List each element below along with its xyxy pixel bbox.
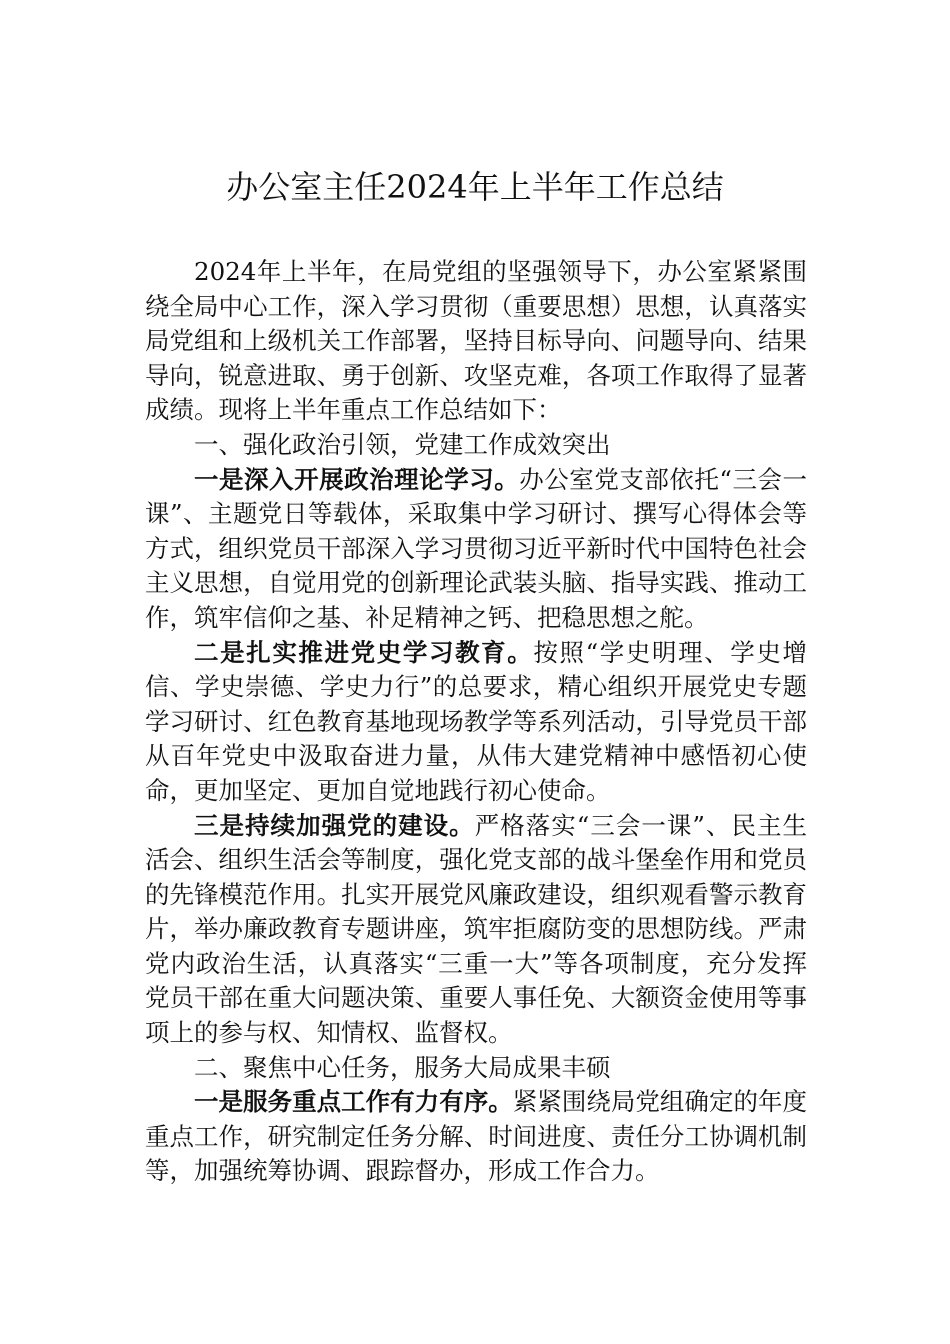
- section-heading: 一、强化政治引领，党建工作成效突出: [194, 429, 611, 459]
- section-paragraph: [145, 1085, 807, 1189]
- paragraph-lead: 三是持续加强党的建设。: [194, 810, 475, 840]
- document-body: [145, 255, 807, 1189]
- section-paragraph: [145, 809, 807, 1051]
- paragraph-lead: 二是扎实推进党史学习教育。: [194, 637, 534, 667]
- paragraph-text: 办公室党支部依托“三会一课”、主题党日等载体，采取集中学习研讨、撰写心得体会等方式，组织党员干部深入学习贯彻习近平新时代中国特色社会主义思想，自觉用党的创新理论武装头脑、指导实践、推动工作，筑牢信仰之基、补足精神之钙、把稳思想之舵。: [145, 464, 808, 632]
- paragraph-lead: 一是服务重点工作有力有序。: [194, 1087, 513, 1117]
- section-heading: 二、聚焦中心任务，服务大局成果丰硕: [194, 1052, 611, 1082]
- document-title: 办公室主任2024年上半年工作总结: [226, 168, 724, 206]
- intro-paragraph: 2024年上半年，在局党组的坚强领导下，办公室紧紧围绕全局中心工作，深入学习贯彻（重要思想）思想，认真落实局党组和上级机关工作部署，坚持目标导向、问题导向、结果导向，锐意进取、勇于创新、攻坚克难，各项工作取得了显著成绩。现将上半年重点工作总结如下：: [145, 257, 807, 425]
- section-paragraph: [145, 463, 807, 636]
- section-paragraph: [145, 636, 807, 809]
- paragraph-text: 按照“学史明理、学史增信、学史崇德、学史力行”的总要求，精心组织开展党史专题学习研讨、红色教育基地现场教学等系列活动，引导党员干部从百年党史中汲取奋进力量，从伟大建党精神中感悟初心使命，更加坚定、更加自觉地践行初心使命。: [145, 637, 808, 805]
- paragraph-text: 紧紧围绕局党组确定的年度重点工作，研究制定任务分解、时间进度、责任分工协调机制等，加强统筹协调、跟踪督办，形成工作合力。: [145, 1087, 808, 1186]
- paragraph-lead: 一是深入开展政治理论学习。: [194, 464, 520, 494]
- paragraph-text: 严格落实“三会一课”、民主生活会、组织生活会等制度，强化党支部的战斗堡垒作用和党员的先锋模范作用。扎实开展党风廉政建设，组织观看警示教育片，举办廉政教育专题讲座，筑牢拒腐防变的思想防线。严肃党内政治生活，认真落实“三重一大”等各项制度，充分发挥党员干部在重大问题决策、重要人事任免、大额资金使用等事项上的参与权、知情权、监督权。: [145, 810, 807, 1048]
